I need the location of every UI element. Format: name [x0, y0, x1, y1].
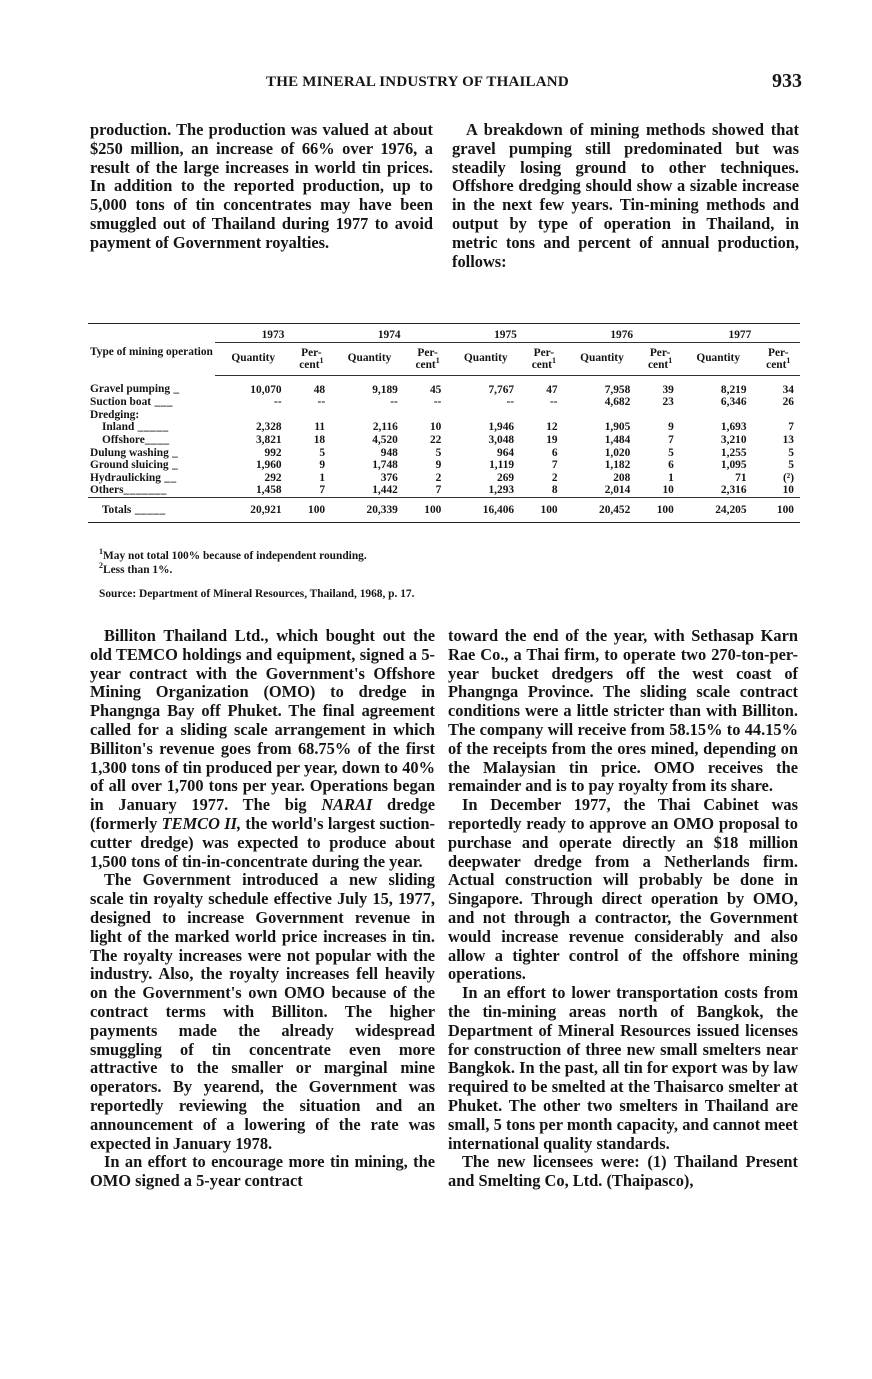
quantity-header: Quantity: [215, 342, 292, 375]
table-row: [88, 459, 800, 472]
percent-cell: [757, 409, 800, 422]
quantity-cell: [564, 409, 641, 422]
quantity-cell: 1,293: [488, 484, 515, 497]
row-label: Inland _____: [102, 421, 169, 434]
mining-methods-table: [88, 323, 800, 523]
quantity-cell: 3,048: [488, 433, 515, 446]
body-left-paragraph-1: Billiton Thailand Ltd., which bought out the old TEMCO holdings and equipment, signed a 5-year contract with the Government's Offshore Mining Organization (OMO) to dredge in Phangnga Bay off Phuket. The final agreement called for a sliding scale arrangement in which Billiton's revenue goes from 68.75% of the first 1,300 tons of tin produced per year, down to 40% of all over 1,700 tons per year. Operations began in January 1977. The big NARAI dredge (formerly TEMCO II, the world's largest suction-cutter dredge) was expected to produce about 1,500 tons of tin-in-concentrate during the year.: [90, 626, 436, 871]
percent-cell: 6: [668, 459, 674, 472]
quantity-cell: 2,014: [604, 484, 631, 497]
year-header: 1976: [564, 324, 680, 343]
percent-cell: 47: [546, 383, 558, 396]
percent-cell: 12: [546, 421, 558, 434]
table-row: [88, 396, 800, 409]
year-header: 1973: [215, 324, 331, 343]
quantity-cell: 71: [735, 471, 747, 484]
percent-cell: 23: [662, 396, 674, 409]
footnote-1: $^1$May not total 100% because of independent rounding.: [99, 547, 367, 562]
percent-cell: 26: [782, 396, 794, 409]
row-label: Suction boat ___: [90, 396, 174, 409]
quantity-cell: 9,189: [372, 383, 398, 396]
percent-cell: --: [550, 396, 558, 409]
quantity-cell: 1,960: [255, 459, 282, 472]
percent-cell: 1: [319, 471, 326, 484]
year-header: 1977: [680, 324, 800, 343]
quantity-cell: 269: [497, 471, 515, 484]
intro-right-paragraph: A breakdown of mining methods showed that gravel pumping still predominated but was steadily losing ground to other techniques. Offshore dredging should show a sizable increase in the next few years. Tin-mining methods and output by type of operation in Thailand, in metric tons and percent of annual production, follows:: [452, 120, 799, 271]
quantity-cell: 292: [264, 471, 282, 484]
totals-label: Totals _____: [88, 497, 215, 522]
row-label: Gravel pumping _: [90, 383, 180, 396]
quantity-cell: 3,821: [255, 433, 282, 446]
quantity-cell: 1,748: [372, 459, 398, 472]
table-year-header-row: [88, 324, 800, 343]
percent-header: Per- cent$^1$: [408, 342, 448, 375]
percent-cell: [640, 409, 680, 422]
total-percent-cell: 100: [757, 497, 800, 522]
percent-header: Per- cent$^1$: [292, 342, 332, 375]
total-quantity-cell: 24,205: [680, 497, 757, 522]
percent-cell: [292, 409, 332, 422]
quantity-header: Quantity: [331, 342, 408, 375]
quantity-cell: 948: [380, 446, 398, 459]
body-left-column: [90, 627, 435, 1191]
year-header: 1974: [331, 324, 447, 343]
table-row: [88, 447, 800, 460]
quantity-cell: 7,958: [604, 383, 631, 396]
percent-header: Per- cent$^1$: [524, 342, 564, 375]
table-row: [88, 375, 800, 396]
quantity-cell: 4,682: [604, 396, 631, 409]
quantity-cell: 10,070: [250, 383, 282, 396]
quantity-header: Quantity: [564, 342, 641, 375]
quantity-cell: 964: [497, 446, 515, 459]
percent-cell: 7: [435, 484, 442, 497]
quantity-cell: 7,767: [488, 383, 515, 396]
quantity-cell: 1,255: [720, 446, 747, 459]
dredge-name-temco: TEMCO II,: [161, 813, 242, 833]
percent-cell: 9: [668, 421, 674, 434]
quantity-cell: 1,484: [604, 433, 631, 446]
quantity-cell: 208: [613, 471, 631, 484]
mining-methods-table-wrap: [88, 323, 800, 523]
total-percent-cell: 100: [408, 497, 448, 522]
intro-right-column: [452, 121, 799, 271]
quantity-cell: 3,210: [720, 433, 747, 446]
table-source: Source: Department of Mineral Resources, Thailand, 1968, p. 17.: [99, 588, 415, 600]
quantity-header: Quantity: [680, 342, 757, 375]
row-label: Ground sluicing _: [90, 459, 179, 472]
quantity-cell: 2,328: [255, 421, 282, 434]
footnote-2: $^2$Less than 1%.: [99, 561, 173, 576]
percent-cell: 10: [662, 484, 674, 497]
quantity-header: Quantity: [447, 342, 524, 375]
table-row: [88, 421, 800, 434]
quantity-cell: 2,116: [372, 421, 398, 434]
percent-cell: 7: [551, 459, 558, 472]
row-label: Others_______: [90, 484, 167, 497]
quantity-cell: --: [274, 396, 282, 409]
quantity-cell: 4,520: [372, 433, 398, 446]
percent-header: Per- cent$^1$: [640, 342, 680, 375]
body-left-paragraph-2: The Government introduced a new sliding scale tin royalty schedule effective July 15, 1977, designed to increase Government revenue in light of the marked world price increases in tin. The royalty increases were not popular with the industry. Also, the royalty increases fell heavily on the Government's own OMO because of the contract terms with Billiton. The higher payments made the already widespread smuggling of tin concentrate even more attractive to the smaller or marginal mine operators. By yearend, the Government was reportedly reviewing the situation and an announcement of a lowering of the rate was expected in January 1978.: [90, 870, 435, 1153]
percent-cell: (²): [782, 471, 794, 484]
percent-cell: [524, 409, 564, 422]
body-right-paragraph-3: In an effort to lower transportation costs from the tin-mining areas north of Bangkok, the Department of Mineral Resources issued licenses for construction of three new small smelters near Bangkok. In the past, all tin for export was by law required to be smelted at the Thaisarco smelter at Phuket. The other two smelters in Thailand are small, 5 tons per month capacity, and cannot meet international quality standards.: [448, 983, 798, 1153]
quantity-cell: --: [390, 396, 398, 409]
quantity-cell: 1,905: [604, 421, 631, 434]
quantity-cell: 1,946: [488, 421, 515, 434]
total-quantity-cell: 20,452: [564, 497, 641, 522]
percent-cell: 5: [788, 446, 794, 459]
percent-cell: 7: [319, 484, 326, 497]
percent-cell: 8: [551, 484, 558, 497]
total-percent-cell: 100: [292, 497, 332, 522]
totals-row: [88, 497, 800, 522]
total-quantity-cell: 16,406: [447, 497, 524, 522]
quantity-cell: 1,458: [255, 484, 282, 497]
total-percent-cell: 100: [640, 497, 680, 522]
quantity-cell: 6,346: [720, 396, 747, 409]
quantity-cell: 1,020: [604, 446, 631, 459]
percent-cell: 5: [668, 446, 674, 459]
percent-cell: 2: [551, 471, 558, 484]
percent-cell: 5: [319, 446, 326, 459]
percent-cell: 19: [546, 433, 558, 446]
intro-left-paragraph: production. The production was valued at about $250 million, an increase of 66% over 1976, a result of the large increases in world tin prices. In addition to the reported production, up to 5,000 tons of tin concentrates may have been smuggled out of Thailand during 1977 to avoid payment of Government royalties.: [90, 120, 433, 252]
body-right-paragraph-1: toward the end of the year, with Sethasap Karn Rae Co., a Thai firm, to operate two 270-ton-per-year bucket dredgers off the west coast of Phangnga Province. The sliding scale contract conditions were a little stricter than with Billiton. The company will receive from 58.15% to 44.15% of the receipts from the ores mined, depending on the Malaysian tin price. OMO receives the remainder and is to pay royalty from its share.: [448, 626, 798, 796]
percent-cell: 7: [788, 421, 794, 434]
percent-cell: 10: [429, 421, 442, 434]
percent-cell: --: [317, 396, 326, 409]
type-column-header: Type of mining operation: [88, 324, 215, 376]
row-label: Dredging:: [90, 408, 140, 421]
running-header: [266, 70, 802, 96]
percent-cell: 13: [782, 433, 794, 446]
percent-cell: 5: [788, 459, 794, 472]
percent-cell: 48: [313, 383, 326, 396]
total-quantity-cell: 20,921: [215, 497, 292, 522]
dredge-name-narai: NARAI: [321, 795, 373, 815]
total-percent-cell: 100: [524, 497, 564, 522]
percent-cell: 10: [782, 484, 794, 497]
percent-cell: 11: [314, 421, 326, 434]
percent-cell: 18: [313, 433, 326, 446]
percent-cell: 45: [429, 383, 442, 396]
percent-cell: --: [433, 396, 442, 409]
intro-left-column: [90, 121, 433, 253]
quantity-cell: 8,219: [720, 383, 747, 396]
quantity-cell: 1,119: [489, 459, 515, 472]
percent-cell: 34: [782, 383, 794, 396]
table-row: [88, 472, 800, 485]
quantity-cell: 376: [380, 471, 398, 484]
row-label: Offshore____: [102, 433, 170, 446]
quantity-cell: [447, 409, 524, 422]
percent-cell: 7: [668, 433, 674, 446]
percent-cell: [408, 409, 448, 422]
year-header: 1975: [447, 324, 563, 343]
quantity-cell: [331, 409, 408, 422]
table-row: [88, 434, 800, 447]
percent-cell: 2: [435, 471, 442, 484]
total-quantity-cell: 20,339: [331, 497, 408, 522]
page-number: 933: [772, 70, 802, 92]
table-footnotes: [99, 549, 367, 577]
row-label: Dulung washing _: [90, 446, 179, 459]
table-row: [88, 409, 800, 422]
quantity-cell: 1,095: [720, 459, 747, 472]
quantity-cell: 2,316: [720, 484, 747, 497]
quantity-cell: 1,182: [604, 459, 631, 472]
percent-cell: 9: [435, 459, 442, 472]
percent-cell: 1: [668, 471, 674, 484]
row-label: Hydraulicking __: [90, 471, 177, 484]
table-row: [88, 484, 800, 497]
quantity-cell: --: [506, 396, 515, 409]
percent-cell: 39: [662, 383, 674, 396]
quantity-cell: [215, 409, 292, 422]
quantity-cell: 992: [264, 446, 282, 459]
percent-cell: 9: [319, 459, 326, 472]
quantity-cell: 1,442: [372, 484, 398, 497]
percent-header: Per- cent$^1$: [757, 342, 800, 375]
quantity-cell: [680, 409, 757, 422]
percent-cell: 22: [429, 433, 442, 446]
body-left-paragraph-3: In an effort to encourage more tin mining, the OMO signed a 5-year contract: [90, 1152, 435, 1191]
percent-cell: 6: [551, 446, 558, 459]
running-title: THE MINERAL INDUSTRY OF THAILAND: [266, 74, 569, 90]
body-right-paragraph-4: The new licensees were: (1) Thailand Present and Smelting Co, Ltd. (Thaipasco),: [448, 1152, 798, 1191]
body-right-column: [448, 627, 798, 1191]
body-right-paragraph-2: In December 1977, the Thai Cabinet was reportedly ready to approve an OMO proposal to purchase and operate directly an $18 million deepwater dredge from a Netherlands firm. Actual construction will probably be done in Singapore. Through direct operation by OMO, and not through a contractor, the Government would increase revenue considerably and also allow a tighter control of the offshore mining operations.: [448, 795, 798, 984]
quantity-cell: 1,693: [720, 421, 747, 434]
percent-cell: 5: [435, 446, 442, 459]
